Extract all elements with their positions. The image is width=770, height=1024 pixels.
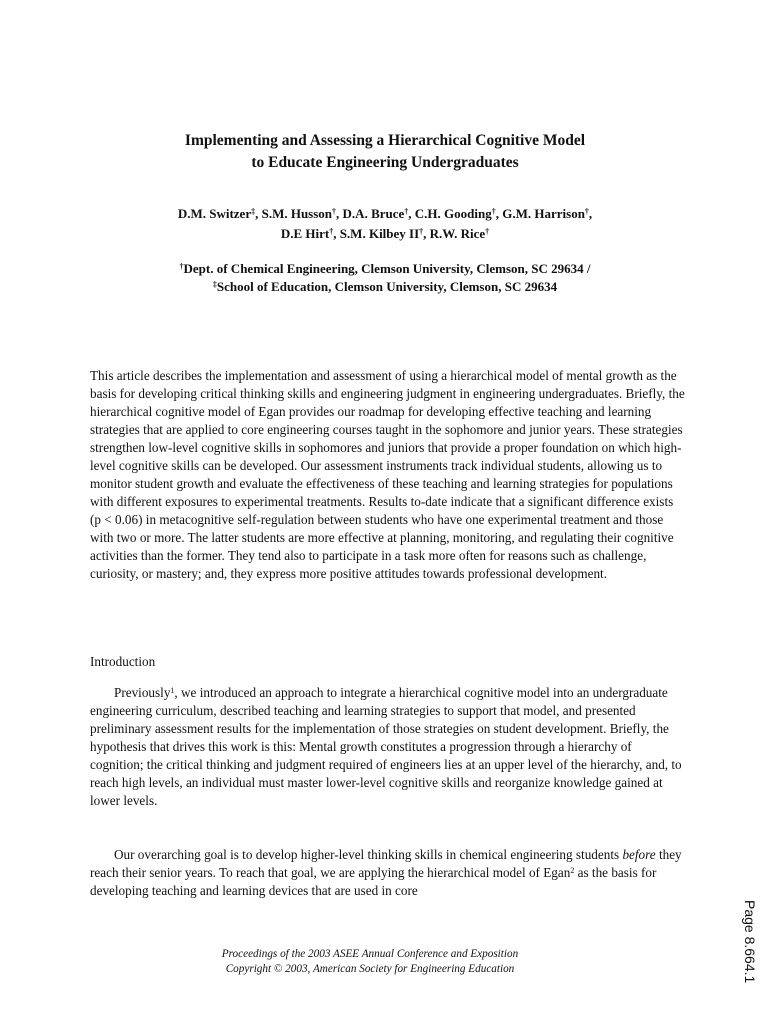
page-number-wrapper xyxy=(734,900,764,990)
affiliations xyxy=(60,260,710,296)
affiliation-mark: † xyxy=(485,227,490,236)
footer-line1: Proceedings of the 2003 ASEE Annual Conference and Exposition xyxy=(221,948,519,960)
author-name: D.M. Switzer xyxy=(177,206,252,221)
author-name: , S.M. Husson xyxy=(255,206,333,221)
reference-mark: 2 xyxy=(570,866,575,875)
affiliation-mark: † xyxy=(329,227,334,236)
reference-mark: 1 xyxy=(170,686,175,695)
emphasis-text: before xyxy=(622,847,656,862)
paragraph-text: they reach their senior years. To reach that goal, we are applying the hierarchical model of Egan xyxy=(90,847,682,880)
abstract-paragraph: This article describes the implementation and assessment of using a hierarchical model of mental growth as the basis for developing critical thinking skills and engineering judgment in engineering undergraduates. Briefly, the hierarchical cognitive model of Egan provides our roadmap for developing effective teaching and learning strategies that are applied to core engineering courses taught in the sophomore and junior years. These strategies strengthen low-level cognitive skills in sophomores and juniors that provide a proper foundation on which high-level cognitive skills can be developed. Our assessment instruments track individual students, allowing us to monitor student growth and evaluate the effectiveness of these teaching and learning strategies for populations with different exposures to experimental treatments. Results to-date indicate that a significant difference exists (p < 0.06) in metacognitive self-regulation between students who have one experimental treatment and those with two or more. The latter students are more effective at planning, monitoring, and regulating their cognitive activities than the former. They tend also to participate in a task more often for reasons such as challenge, curiosity, or mastery; and, they express more positive attitudes towards professional development. xyxy=(90,368,685,581)
page-footer xyxy=(160,947,580,977)
footer-line2: Copyright © 2003, American Society for Engineering Education xyxy=(225,963,515,975)
author-name: , G.M. Harrison xyxy=(495,206,585,221)
author-separator: , xyxy=(588,206,593,221)
affiliation-mark: † xyxy=(179,262,184,271)
affiliation-text: Dept. of Chemical Engineering, Clemson University, Clemson, SC 29634 / xyxy=(183,261,591,276)
affiliation-line2 xyxy=(60,278,710,296)
author-name: , S.M. Kilbey II xyxy=(333,226,420,241)
introduction-paragraph-2 xyxy=(90,846,686,900)
introduction-paragraph-1 xyxy=(90,684,686,810)
affiliation-text: School of Education, Clemson University, Clemson, SC 29634 xyxy=(216,279,558,294)
author-name: , R.W. Rice xyxy=(423,226,486,241)
paper-title-line1: Implementing and Assessing a Hierarchical Cognitive Model xyxy=(184,132,586,149)
affiliation-mark: † xyxy=(332,207,337,216)
affiliation-line1 xyxy=(60,260,710,278)
section-heading-introduction: Introduction xyxy=(90,654,156,669)
affiliation-mark: ‡ xyxy=(212,280,217,289)
affiliation-mark: † xyxy=(404,207,409,216)
author-list xyxy=(60,204,710,244)
paper-title-line2: to Educate Engineering Undergraduates xyxy=(251,154,519,171)
paragraph-text: as the basis for developing teaching and learning devices that are used in core xyxy=(90,865,657,898)
paragraph-text: Previously xyxy=(114,685,171,700)
paragraph-text: , we introduced an approach to integrate a hierarchical cognitive model into an undergraduate engineering curriculum, described teaching and learning strategies to support that model, and presented preliminary assessment results for the implementation of those strategies on student development. Briefly, the hypothesis that drives this work is this: Mental growth constitutes a progression through a hierarchy of cognition; the critical thinking and judgment required of engineers lies at an upper level of the hierarchy, and, to reach high levels, an individual must master lower-level cognitive skills and reorganize knowledge gained at lower levels. xyxy=(90,685,682,808)
page-number: Page 8.664.1 xyxy=(742,900,758,984)
affiliation-mark: † xyxy=(491,207,496,216)
author-name: , C.H. Gooding xyxy=(408,206,492,221)
author-name: D.E Hirt xyxy=(280,226,330,241)
affiliation-mark: † xyxy=(419,227,424,236)
author-line2 xyxy=(60,224,710,244)
affiliation-mark: ‡ xyxy=(251,207,256,216)
affiliation-mark: † xyxy=(584,207,589,216)
author-name: , D.A. Bruce xyxy=(336,206,405,221)
paper-title xyxy=(60,130,710,174)
author-line1 xyxy=(60,204,710,224)
paragraph-text: Our overarching goal is to develop higher-level thinking skills in chemical engineering students xyxy=(114,847,623,862)
